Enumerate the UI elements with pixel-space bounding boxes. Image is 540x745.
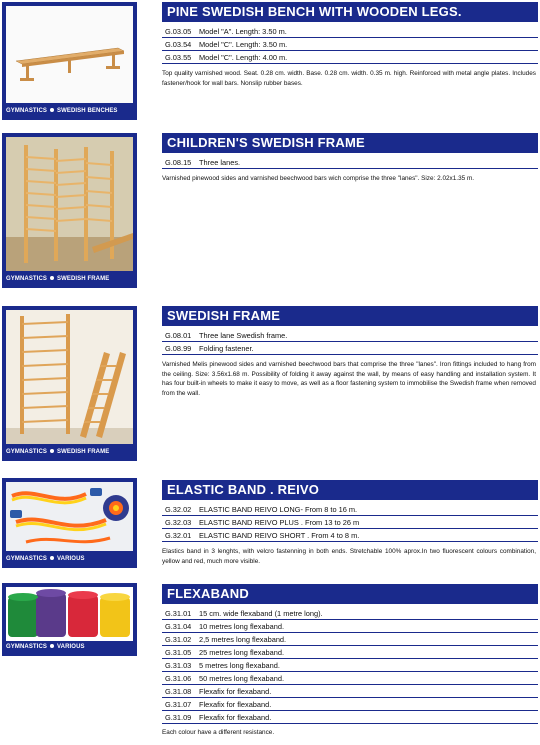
product-code-text: 15 cm. wide flexaband (1 metre long). xyxy=(199,609,323,618)
product-code-text: 2,5 metres long flexaband. xyxy=(199,635,287,644)
product-codes-list xyxy=(162,25,538,64)
swedish-frame-photo xyxy=(6,310,133,444)
photo-caption xyxy=(6,446,135,458)
product-code: G.31.04 xyxy=(165,622,192,631)
product-code: G.31.03 xyxy=(165,661,192,670)
product-section-flexaband xyxy=(162,584,538,738)
bullet-icon xyxy=(50,108,54,112)
product-code-row xyxy=(162,342,538,355)
product-title: PINE SWEDISH BENCH WITH WOODEN LEGS. xyxy=(162,2,538,22)
product-description: Varnished Melis pinewood sides and varnished beechwood bars that comprise the three "lanes". Iron fittings included to hang from the ceiling. Size: 3.56x1.68 m. Possibility of folding it away against the wall, by means of easy handling and installation system. It has four built-in wheels to make it easy to move, as well as a floor fastening system to immobilise the Swedish frame when removed from the wall. xyxy=(162,361,536,397)
photo-caption xyxy=(6,553,135,565)
product-codes-list xyxy=(162,503,538,542)
product-code-text: Flexafix for flexaband. xyxy=(199,713,272,722)
product-description: Elastics band in 3 lenghts, with velcro fastenning in both ends. Stretchable 100% aprox.In two fluorescent colours combination, yellow and red, much more visible. xyxy=(162,548,536,565)
product-code-text: Model "C". Length: 4.00 m. xyxy=(199,53,288,62)
bullet-icon xyxy=(50,556,54,560)
caption-subcategory: VARIOUS xyxy=(57,556,85,562)
caption-category: GYMNASTICS xyxy=(6,644,48,650)
product-code: G.32.01 xyxy=(165,531,192,540)
product-codes-list xyxy=(162,607,538,724)
bullet-icon xyxy=(50,449,54,453)
product-code-row xyxy=(162,156,538,169)
product-code-row xyxy=(162,503,538,516)
caption-category: GYMNASTICS xyxy=(6,449,48,455)
product-section-childrens-frame xyxy=(162,133,538,184)
product-section-bench xyxy=(162,2,538,88)
product-codes-list xyxy=(162,329,538,355)
product-title: FLEXABAND xyxy=(162,584,538,604)
flexaband-photo xyxy=(6,587,133,641)
product-code-row xyxy=(162,25,538,38)
product-code-row xyxy=(162,38,538,51)
photo-caption xyxy=(6,105,135,117)
bench-photo xyxy=(6,6,133,103)
product-code-text: Three lanes. xyxy=(199,158,241,167)
product-code: G.31.05 xyxy=(165,648,192,657)
product-code-text: ELASTIC BAND REIVO SHORT . From 4 to 8 m. xyxy=(199,531,360,540)
product-code-text: Folding fastener. xyxy=(199,344,254,353)
product-code: G.03.05 xyxy=(165,27,192,36)
product-code-text: Flexafix for flexaband. xyxy=(199,700,272,709)
product-title: CHILDREN'S SWEDISH FRAME xyxy=(162,133,538,153)
product-code-text: 50 metres long flexaband. xyxy=(199,674,285,683)
product-code: G.31.08 xyxy=(165,687,192,696)
product-description: Varnished pinewood sides and varnished beechwood bars wich comprise the three "lanes". Size: 2.02x1.35 m. xyxy=(162,175,475,182)
product-code-row xyxy=(162,685,538,698)
product-code: G.31.09 xyxy=(165,713,192,722)
flexaband-photo-frame xyxy=(2,583,137,656)
product-code: G.31.02 xyxy=(165,635,192,644)
product-code: G.31.01 xyxy=(165,609,192,618)
product-code-text: 25 metres long flexaband. xyxy=(199,648,285,657)
product-code-row xyxy=(162,620,538,633)
product-code-row xyxy=(162,607,538,620)
childrens-frame-photo-frame xyxy=(2,133,137,288)
product-code: G.08.15 xyxy=(165,158,192,167)
product-code-text: Flexafix for flexaband. xyxy=(199,687,272,696)
product-code-row xyxy=(162,529,538,542)
product-code: G.03.55 xyxy=(165,53,192,62)
childrens-frame-photo xyxy=(6,137,133,271)
product-code-row xyxy=(162,516,538,529)
product-code: G.32.02 xyxy=(165,505,192,514)
product-code-text: 10 metres long flexaband. xyxy=(199,622,285,631)
caption-category: GYMNASTICS xyxy=(6,108,48,114)
product-code-row xyxy=(162,698,538,711)
caption-subcategory: VARIOUS xyxy=(57,644,85,650)
caption-category: GYMNASTICS xyxy=(6,276,48,282)
elastic-band-photo-frame xyxy=(2,478,137,568)
product-code: G.31.06 xyxy=(165,674,192,683)
photo-caption xyxy=(6,273,135,285)
product-code-text: Model "A". Length: 3.50 m. xyxy=(199,27,287,36)
product-code: G.32.03 xyxy=(165,518,192,527)
product-code-row xyxy=(162,633,538,646)
product-title: ELASTIC BAND . REIVO xyxy=(162,480,538,500)
elastic-band-photo xyxy=(6,482,133,551)
product-code-text: Model "C". Length: 3.50 m. xyxy=(199,40,288,49)
product-code-text: 5 metres long flexaband. xyxy=(199,661,280,670)
product-code: G.08.01 xyxy=(165,331,192,340)
product-title: SWEDISH FRAME xyxy=(162,306,538,326)
product-code: G.03.54 xyxy=(165,40,192,49)
product-section-swedish-frame xyxy=(162,306,538,398)
caption-subcategory: SWEDISH FRAME xyxy=(57,276,110,282)
swedish-frame-photo-frame xyxy=(2,306,137,461)
bullet-icon xyxy=(50,276,54,280)
caption-subcategory: SWEDISH BENCHES xyxy=(57,108,118,114)
bench-photo-frame xyxy=(2,2,137,120)
product-codes-list xyxy=(162,156,538,169)
caption-subcategory: SWEDISH FRAME xyxy=(57,449,110,455)
photo-caption xyxy=(6,641,135,653)
product-code-row xyxy=(162,711,538,724)
product-code: G.31.07 xyxy=(165,700,192,709)
product-code-text: ELASTIC BAND REIVO LONG- From 8 to 16 m. xyxy=(199,505,358,514)
product-code-row xyxy=(162,659,538,672)
product-code-row xyxy=(162,329,538,342)
product-code-row xyxy=(162,646,538,659)
product-section-elastic-band xyxy=(162,480,538,566)
product-code-text: ELASTIC BAND REIVO PLUS . From 13 to 26 m xyxy=(199,518,360,527)
product-code-row xyxy=(162,672,538,685)
product-code-text: Three lane Swedish frame. xyxy=(199,331,288,340)
product-code-row xyxy=(162,51,538,64)
product-description: Top quality varnished wood. Seat. 0.28 cm. width. Base. 0.28 cm. width. 0.35 m. high. Reinforced with metal angle plates. Includes fastener/hook for wall bars. Nonslip rubber bases. xyxy=(162,70,536,87)
product-code: G.08.99 xyxy=(165,344,192,353)
product-description: Each colour have a different resistance. xyxy=(162,729,275,736)
caption-category: GYMNASTICS xyxy=(6,556,48,562)
bullet-icon xyxy=(50,644,54,648)
